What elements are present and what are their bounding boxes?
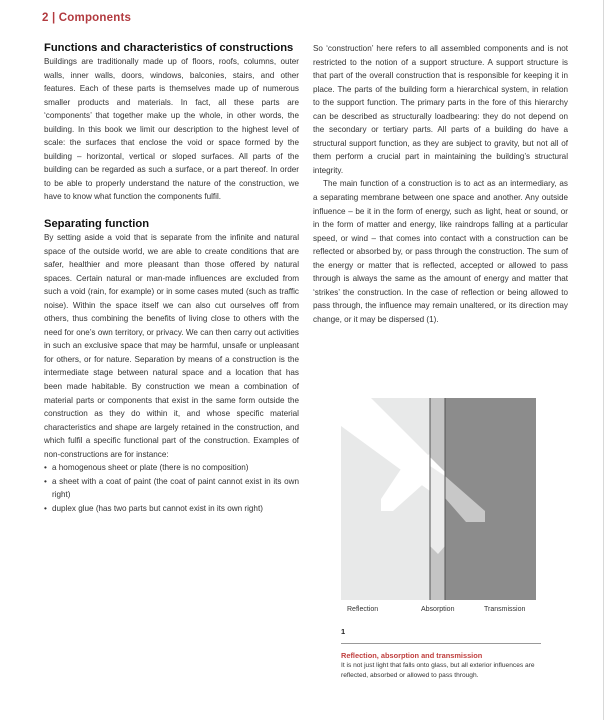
paragraph: Buildings are traditionally made up of floors, roofs, columns, outer walls, inner walls, doors, windows, balconies, stairs, and other features. Each of these parts is themselves made up of numerous smaller products and materials. In fact, all these parts are ‘components’ that together make up the whole, in other words, the building. In this book we limit our description to the highest level of scale: the surfaces that enclose the void or space formed by the building – horizontal, vertical or sloped surfaces. All parts of the building can be regarded as such a surface, or a part thereof. In order to be able to properly understand the nature of the construction, we have to know what function the components fulfil.	[44, 57, 299, 202]
caption-text: It is not just light that falls onto glass, but all exterior influences are reflected, absorbed or allowed to pass through.	[341, 662, 535, 679]
left-column	[44, 42, 299, 516]
right-column	[313, 42, 568, 326]
paragraph: So ‘construction’ here refers to all assembled components and is not restricted to the notion of a support structure. A support structure is that part of the overall construction that is responsible for keeping it in place. The parts of the building form a hierarchical system, in relation to the support function. The primary parts in the fore of this hierarchy can be described as structurally loadbearing: they do not depend on the secondary or tertiary parts. All parts of a building do have a structural support function, as they are subject to gravity, but not all of them perform a crucial part in maintaining the building’s structural integrity.	[313, 44, 568, 175]
caption-divider	[341, 643, 541, 644]
bullet-list	[44, 461, 299, 515]
list-item: • a homogenous sheet or plate (there is no composition)	[44, 461, 299, 475]
page-edge	[603, 0, 604, 720]
paragraph: By setting aside a void that is separate from the infinite and natural space of the outside world, we are able to create conditions that are safer, healthier and more pleasant than those offered by natural spaces. Certain natural or man-made influences are excluded from such a void (rain, for example) or in some cases muted (such as traffic noise). Within the space itself we can also cut ourselves off from others, thus combining the benefits of living close to others with the need for one’s own territory, or privacy. We can then carry out activities in such an exclusive space that may be harmful, unsafe or unpleasant for others, or for nature. Separation by means of a construction is the intermediate stage between natural space and a location that has been made habitable. By construction we mean a combination of material parts or components that exist in the same form outside the construction as they do within it, and whose specific material characteristics and shape are largely retained in the construction, and which fulfil a specific functional part of the construction. Examples of non-constructions are for instance:	[44, 233, 299, 459]
running-head: 2 | Components	[42, 12, 132, 24]
paragraph: The main function of a construction is to act as an intermediary, as a separating membrane between one space and another. Any outside influence – be it in the form of energy, such as light, heat or sound, or in the form of matter and energy, like raindrops falling at a particular speed, or wind – that comes into contact with a construction can be reflected or absorbed by, or pass through the construction. The sum of the energy or matter that is reflected, accepted or allowed to pass through is always the same as the amount of energy and matter that ‘strikes’ the construction. In the case of reflection or being allowed to pass through, the influence may remain unaltered, or its direction may change, or it may be dispersed (1).	[313, 179, 568, 324]
figure-reflection-diagram	[341, 398, 536, 600]
caption-title: Reflection, absorption and transmission	[341, 651, 483, 660]
label-absorption: Absorption	[421, 606, 455, 613]
absorbed-light-arrow	[430, 466, 445, 554]
figure-number: 1	[341, 627, 346, 636]
list-item: • duplex glue (has two parts but cannot exist in its own right)	[44, 502, 299, 516]
figure-labels	[341, 606, 541, 618]
label-reflection: Reflection	[347, 606, 379, 613]
label-transmission: Transmission	[484, 606, 526, 613]
heading-functions: Functions and characteristics of constructions	[44, 42, 294, 54]
heading-separating-function: Separating function	[44, 218, 150, 231]
list-item: • a sheet with a coat of paint (the coat of paint cannot exist in its own right)	[44, 475, 299, 502]
